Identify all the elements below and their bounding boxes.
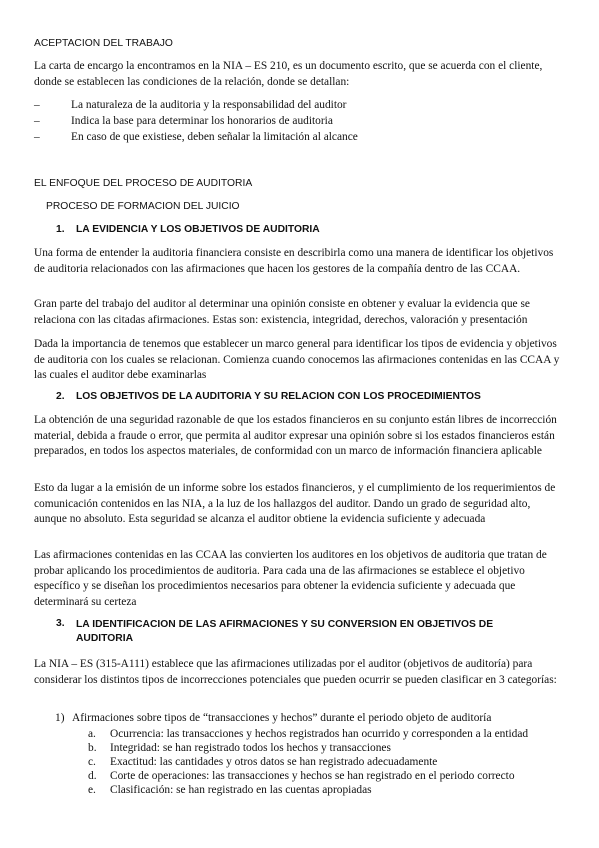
section-heading-aceptacion: ACEPTACION DEL TRABAJO [34,38,173,49]
bullet-item [34,130,358,146]
section-heading-enfoque: EL ENFOQUE DEL PROCESO DE AUDITORIA [34,178,253,189]
list-item-1: 1) Afirmaciones sobre tipos de “transacciones y hechos” durante el periodo objeto de auditoría [55,712,492,724]
sub-item-d: d. Corte de operaciones: las transacciones y hechos se han registrado en el periodo correcto [88,770,515,782]
bullet-text: Indica la base para determinar los honorarios de auditoria [71,115,333,127]
sub-item-e: e. Clasificación: se han registrado en las cuentas apropiadas [88,784,372,796]
paragraph: Esto da lugar a la emisión de un informe sobre los estados financieros, y el cumplimiento de los requerimientos de comunicación contenidos en las NIA, a la luz de los hallazgos del auditor. Dando un grado de seguridad alto, aunque no absoluto. Esta seguridad se alcanza el auditor obtiene la evidencia suficiente y adecuada [34,482,556,526]
paragraph: Dada la importancia de tenemos que establecer un marco general para identificar los tipos de evidencia y objetivos de auditoria con los cuales se relacionan. Comienza cuando conocemos las afirmaciones contenidas en las CCAA y las cuales el auditor debe examinarlas [34,338,560,382]
numbered-heading-3: 3. LA IDENTIFICACION DE LAS AFIRMACIONES Y SU CONVERSION EN OBJETIVOS DE AUDITORIA [56,618,494,644]
bullet-dash: – [34,131,40,143]
sub-item-b: b. Integridad: se han registrado todos los hechos y transacciones [88,742,391,754]
paragraph: Una forma de entender la auditoria financiera consiste en describirla como una manera de identificar los objetivos de auditoria relacionados con las afirmaciones que hacen los gestores de la compañía dentro de las CCAA. [34,247,554,275]
subsection-heading: PROCESO DE FORMACION DEL JUICIO [46,201,240,212]
bullet-text: La naturaleza de la auditoria y la responsabilidad del auditor [71,99,347,111]
bullet-item [34,98,346,114]
bullet-item [34,114,333,130]
bullet-text: En caso de que existiese, deben señalar la limitación al alcance [71,131,358,143]
numbered-heading-1: 1. LA EVIDENCIA Y LOS OBJETIVOS DE AUDITORIA [56,224,320,235]
paragraph: Gran parte del trabajo del auditor al determinar una opinión consiste en obtener y evaluar la evidencia que se relaciona con las citadas afirmaciones. Estas son: existencia, integridad, derechos, valoración y presentación [34,298,530,326]
numbered-heading-2: 2. LOS OBJETIVOS DE LA AUDITORIA Y SU RELACION CON LOS PROCEDIMIENTOS [56,391,481,402]
sub-item-a: a. Ocurrencia: las transacciones y hechos registrados han ocurrido y corresponden a la entidad [88,728,529,740]
paragraph-carta-encargo: La carta de encargo la encontramos en la NIA – ES 210, es un documento escrito, que se acuerda con el cliente, donde se establecen las condiciones de la relación, donde se detallan: [34,60,543,88]
sub-item-c: c. Exactitud: las cantidades y otros datos se han registrado adecuadamente [88,756,438,768]
bullet-dash: – [34,115,40,127]
paragraph: Las afirmaciones contenidas en las CCAA las convierten los auditores en los objetivos de auditoria que tratan de probar aplicando los procedimientos de auditoria. Para cada una de las afirmaciones se establece el objetivo específico y se diseñan los procedimientos necesarios para obtener la evidencia suficiente y adecuada que determinará su certeza [34,549,547,608]
bullet-dash: – [34,99,40,111]
paragraph: La obtención de una seguridad razonable de que los estados financieros en su conjunto están libres de incorrección material, debida a fraude o error, que permita al auditor expresar una opinión sobre si los estados financieros están preparados, en todos los aspectos materiales, de conformidad con un marco de información financiera aplicable [34,414,557,458]
paragraph: La NIA – ES (315-A111) establece que las afirmaciones utilizadas por el auditor (objetivos de auditoría) para considerar los distintos tipos de incorrecciones potenciales que pueden ocurrir se pueden clasificar en 3 categorías: [34,658,557,686]
